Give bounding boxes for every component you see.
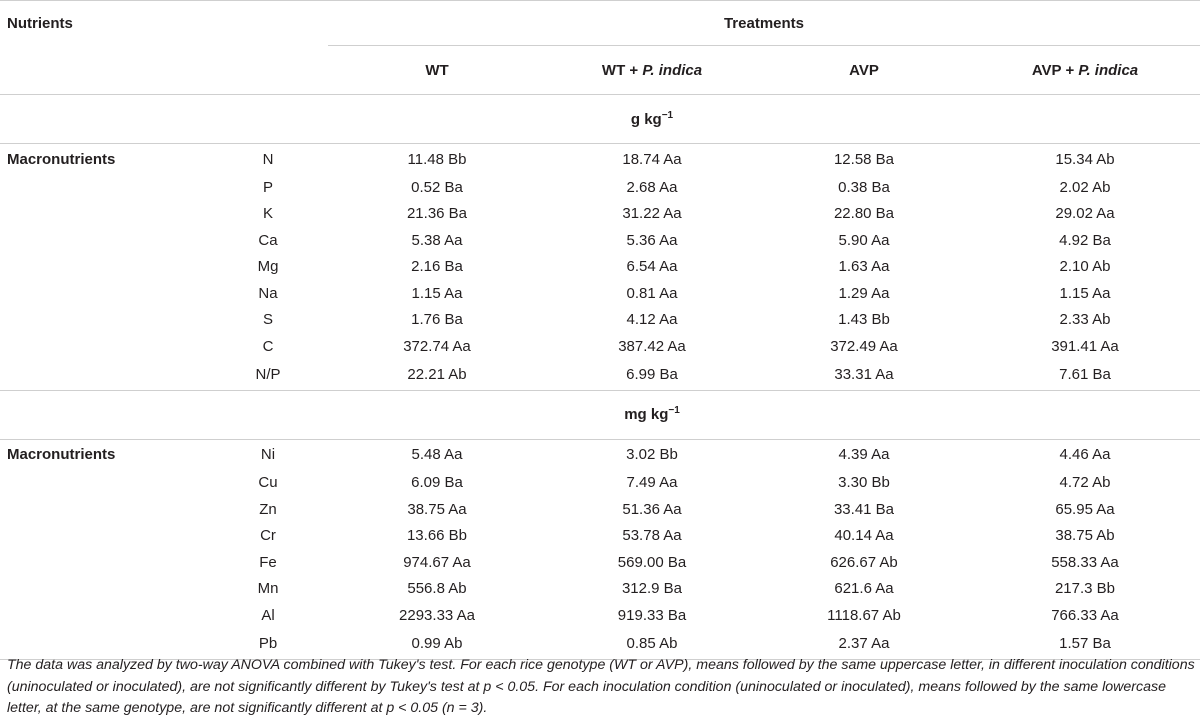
value-cell: 15.34 Ab (1055, 150, 1115, 168)
value-cell: 1.15 Aa (1059, 284, 1111, 302)
table-row (0, 470, 1200, 497)
value-cell: 1118.67 Ab (827, 606, 901, 624)
table-row (0, 333, 1200, 360)
value-cell: 5.90 Aa (838, 231, 890, 249)
value-cell: 13.66 Bb (406, 527, 468, 545)
value-cell: 33.31 Aa (834, 366, 894, 383)
value-cell: 556.8 Ab (407, 580, 467, 598)
value-cell: 2.02 Ab (1059, 178, 1111, 196)
treatments-header: Treatments (328, 1, 1200, 46)
value-cell: 4.72 Ab (1059, 474, 1111, 492)
value-cell: 29.02 Aa (1055, 205, 1115, 223)
value-cell: 2.68 Aa (626, 178, 678, 196)
value-cell: 919.33 Ba (617, 606, 687, 624)
value-cell: 18.74 Aa (622, 150, 682, 168)
table-row (0, 549, 1200, 576)
element-cell: Na (258, 284, 278, 302)
element-cell: C (262, 337, 274, 355)
nutrients-header: Nutrients (7, 14, 73, 32)
element-cell: Ca (258, 231, 278, 249)
unit-label: mg $kg^{-1}$ (624, 405, 680, 423)
value-cell: 0.99 Ab (411, 635, 463, 652)
element-cell: Cu (258, 474, 278, 492)
value-cell: 53.78 Aa (622, 527, 682, 545)
value-cell: 2.10 Ab (1059, 258, 1111, 276)
table-body (0, 1, 1200, 660)
table-row (0, 254, 1200, 281)
value-cell: 4.12 Aa (626, 311, 678, 329)
value-cell: 2.37 Aa (838, 635, 890, 652)
value-cell: 312.9 Ba (621, 580, 683, 598)
value-cell: 0.38 Ba (838, 178, 890, 196)
element-cell: K (262, 205, 273, 223)
value-cell: 0.81 Aa (626, 284, 678, 302)
col-header-wt: WT (425, 61, 449, 79)
value-cell: 974.67 Aa (403, 553, 471, 571)
unit-row (0, 95, 1200, 144)
element-cell: Mn (257, 580, 279, 598)
table-row (0, 602, 1200, 629)
element-cell: Fe (259, 553, 277, 571)
table-row (0, 576, 1200, 603)
value-cell: 217.3 Bb (1054, 580, 1116, 598)
element-cell: Al (261, 606, 275, 624)
value-cell: 569.00 Ba (617, 553, 687, 571)
value-cell: 65.95 Aa (1055, 500, 1115, 518)
value-cell: 5.48 Aa (411, 446, 463, 463)
value-cell: 1.57 Ba (1059, 635, 1111, 652)
value-cell: 1.15 Aa (411, 284, 463, 302)
value-cell: 1.43 Bb (838, 311, 890, 329)
value-cell: 387.42 Aa (618, 337, 686, 355)
value-cell: 2.16 Ba (411, 258, 463, 276)
unit-label: g $kg^{-1}$ (630, 109, 674, 128)
value-cell: 3.30 Bb (838, 474, 890, 492)
table-row (0, 360, 1200, 391)
value-cell: 0.52 Ba (411, 178, 463, 196)
table-row (0, 307, 1200, 334)
value-cell: 372.74 Aa (403, 337, 471, 355)
value-cell: 4.46 Aa (1059, 446, 1111, 463)
unit-row (0, 390, 1200, 439)
value-cell: 621.6 Aa (834, 580, 894, 598)
value-cell: 6.99 Ba (626, 366, 678, 383)
table-row (0, 174, 1200, 201)
value-cell: 372.49 Aa (830, 337, 898, 355)
value-cell: 40.14 Aa (834, 527, 894, 545)
element-cell: S (262, 311, 273, 329)
table-row (0, 201, 1200, 228)
value-cell: 5.36 Aa (626, 231, 678, 249)
value-cell: 7.49 Aa (626, 474, 678, 492)
value-cell: 4.39 Aa (838, 446, 890, 463)
table-row (0, 280, 1200, 307)
value-cell: 626.67 Ab (830, 553, 898, 571)
value-cell: 1.29 Aa (838, 284, 890, 302)
value-cell: 558.33 Aa (1051, 553, 1119, 571)
table-row (0, 523, 1200, 550)
value-cell: 0.85 Ab (626, 635, 678, 652)
table-row (0, 496, 1200, 523)
value-cell: 51.36 Aa (622, 500, 682, 518)
element-cell: P (262, 178, 273, 196)
value-cell: 6.09 Ba (411, 474, 463, 492)
group-label: Macronutrients (7, 150, 116, 168)
header-row-1 (0, 1, 1200, 46)
value-cell: 1.76 Ba (411, 311, 463, 329)
table-row (0, 227, 1200, 254)
table-row (0, 439, 1200, 470)
value-cell: 4.92 Ba (1059, 231, 1111, 249)
element-cell: N/P (255, 366, 281, 383)
value-cell: 38.75 Aa (407, 500, 467, 518)
value-cell: 21.36 Ba (406, 205, 468, 223)
value-cell: 22.80 Ba (833, 205, 895, 223)
element-cell: Mg (257, 258, 279, 276)
value-cell: 33.41 Ba (833, 500, 895, 518)
col-header-avp-pindica: AVP + P. indica (1031, 61, 1139, 79)
col-header-avp: AVP (849, 61, 879, 79)
value-cell: 6.54 Aa (626, 258, 678, 276)
element-cell: Zn (259, 500, 277, 518)
value-cell: 31.22 Aa (622, 205, 682, 223)
element-cell: N (262, 150, 274, 168)
header-row-2 (0, 46, 1200, 95)
value-cell: 22.21 Ab (407, 366, 467, 383)
table-row (0, 144, 1200, 175)
group-label: Macronutrients (7, 446, 116, 463)
value-cell: 2.33 Ab (1059, 311, 1111, 329)
element-cell: Cr (260, 527, 276, 545)
value-cell: 391.41 Aa (1051, 337, 1119, 355)
value-cell: 7.61 Ba (1059, 366, 1111, 383)
value-cell: 12.58 Ba (833, 150, 895, 168)
element-cell: Pb (258, 635, 278, 652)
value-cell: 766.33 Aa (1051, 606, 1119, 624)
value-cell: 5.38 Aa (411, 231, 463, 249)
value-cell: 1.63 Aa (838, 258, 890, 276)
value-cell: 3.02 Bb (626, 446, 678, 463)
table-footnote: The data was analyzed by two-way ANOVA combined with Tukey's test. For each rice genotype (WT or AVP), means followed by the same uppercase letter, in different inoculation conditions (uninoculated or inoculated), are not significantly different by Tukey's test at p < 0.05. For each inoculation condition (uninoculated or inoculated), means followed by the same lowercase letter, at the same genotype, are not significantly different at p < 0.05 (n = 3). (7, 657, 1195, 717)
value-cell: 11.48 Bb (407, 150, 467, 168)
value-cell: 38.75 Ab (1055, 527, 1115, 545)
element-cell: Ni (260, 446, 276, 463)
value-cell: 2293.33 Aa (399, 606, 475, 624)
col-header-wt-pindica: WT + P. indica (601, 61, 703, 79)
